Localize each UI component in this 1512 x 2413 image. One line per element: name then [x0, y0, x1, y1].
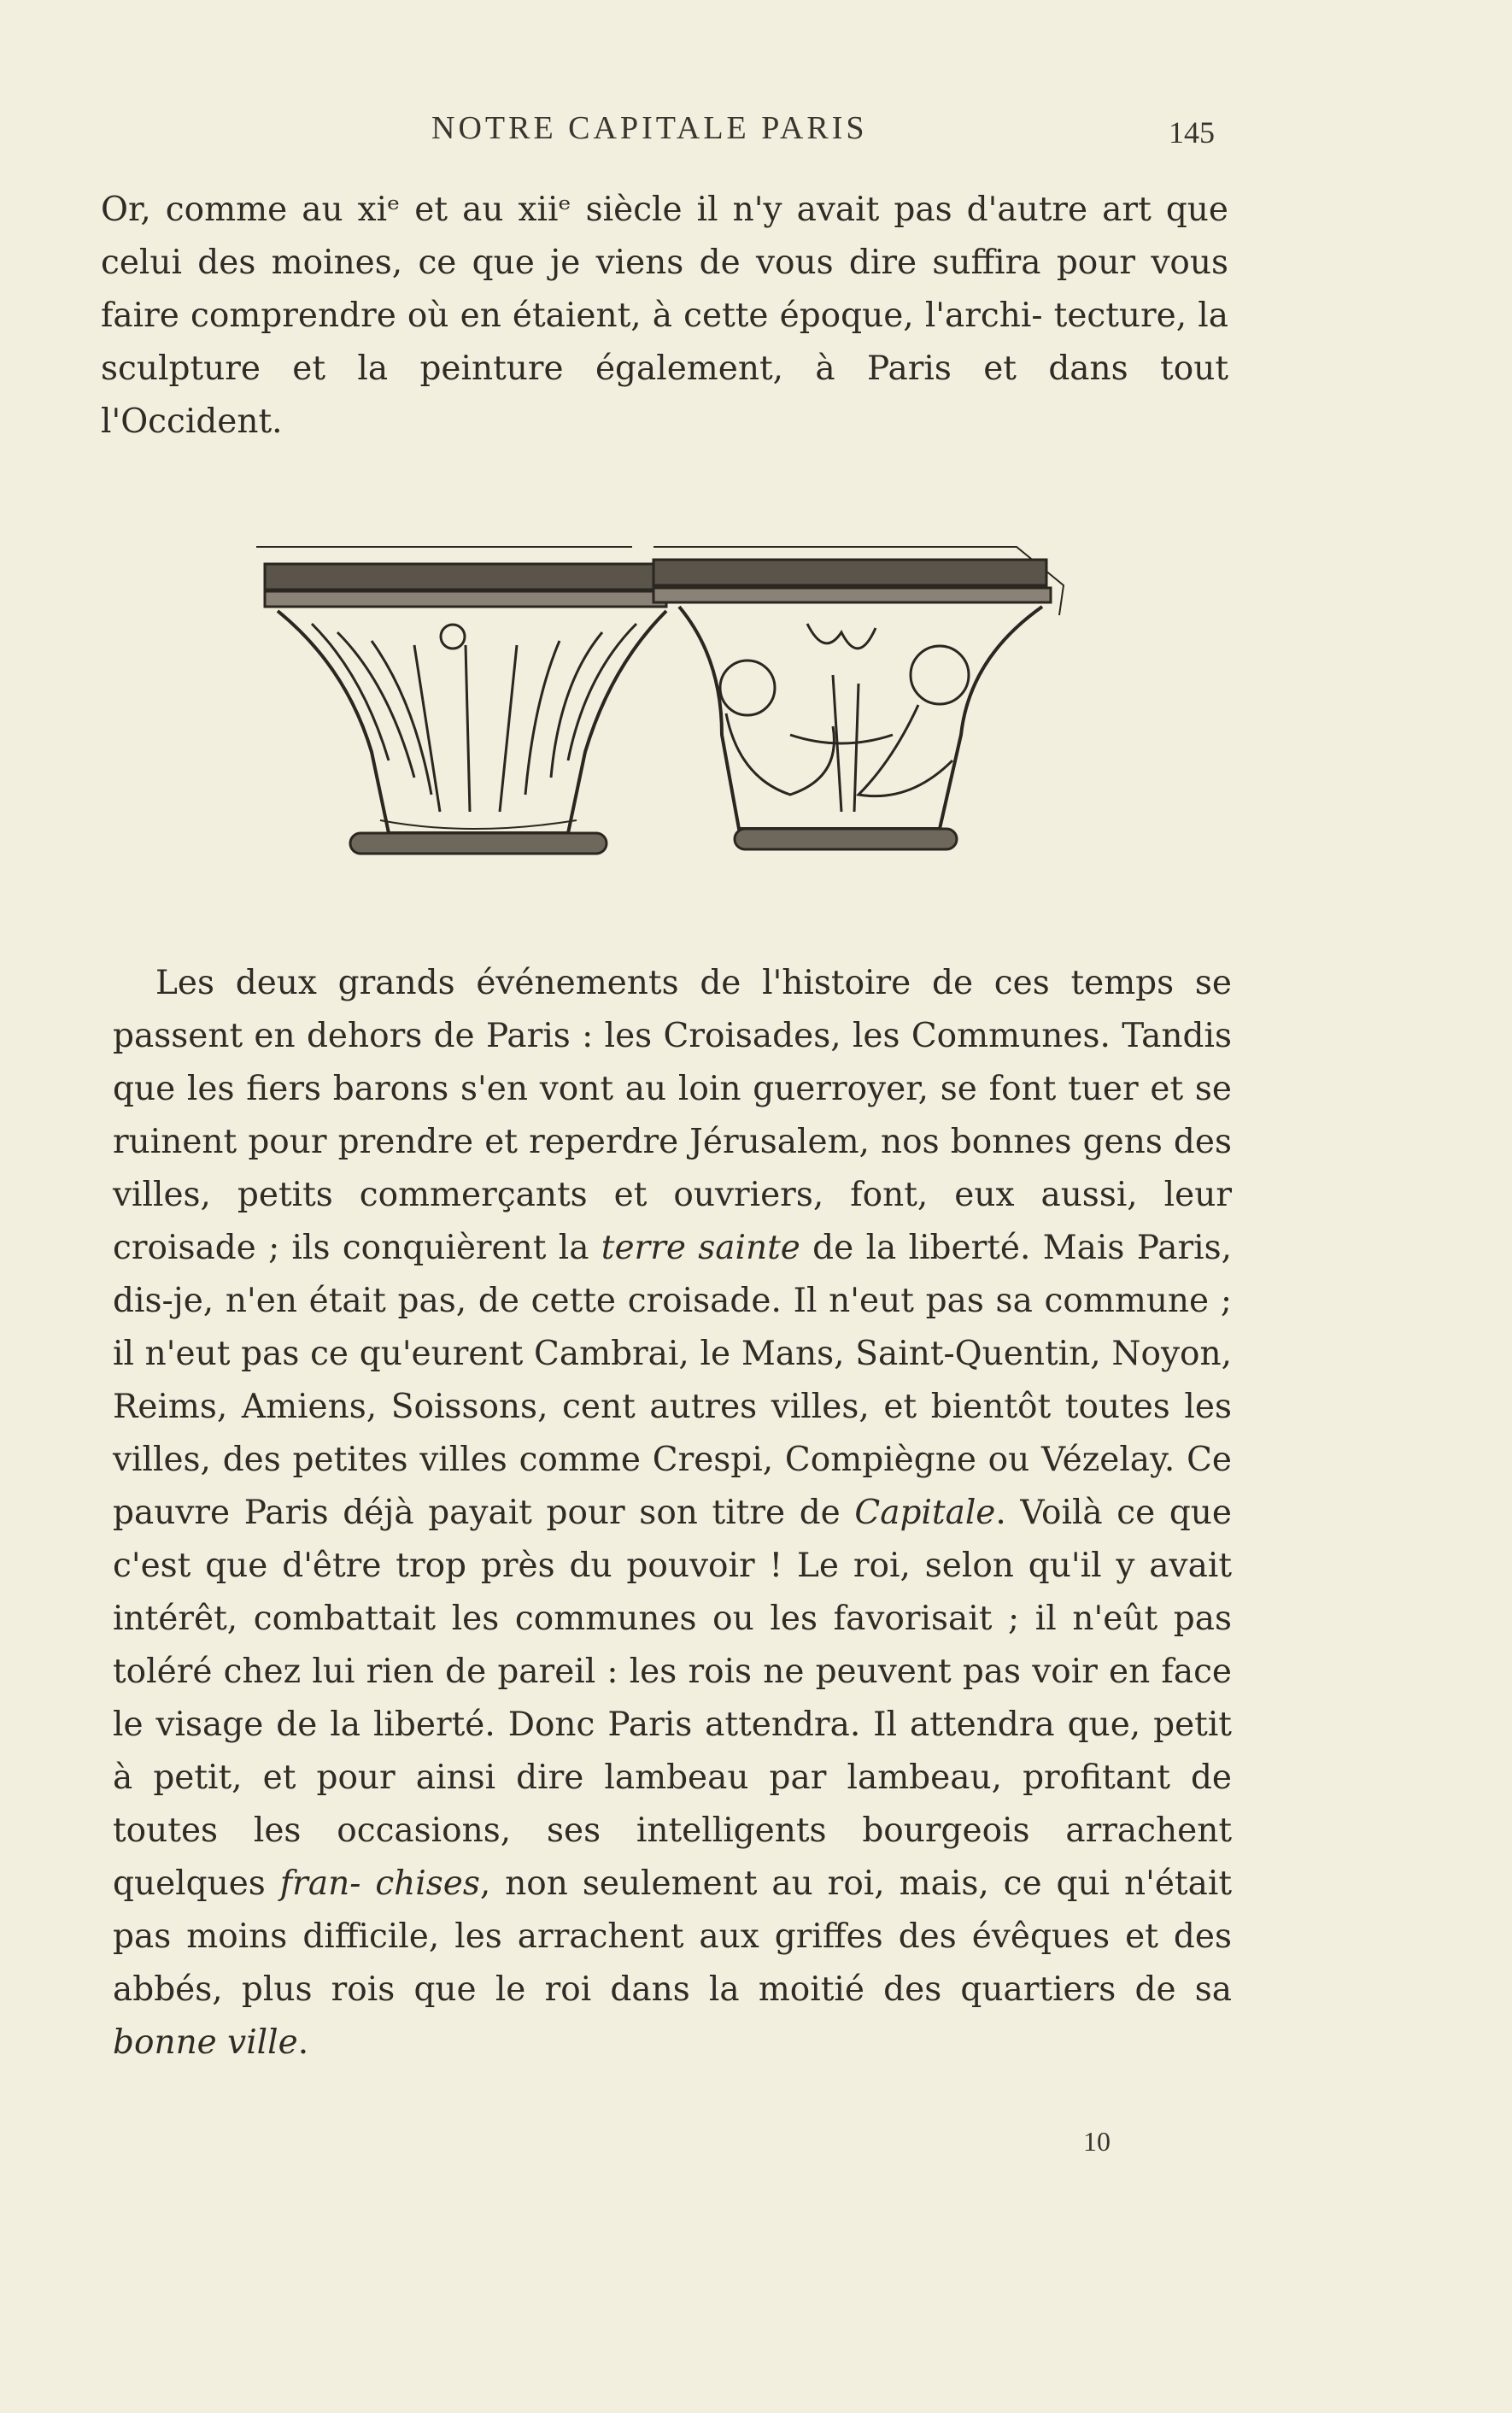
signature-mark: 10 [1083, 2126, 1111, 2157]
text-line: que celui des moines, ce que je viens de vous dire suffira pour [101, 191, 1228, 282]
text-line: la liberté. Mais Paris, dis-je, n'en était pas, de cette croisade. [113, 1229, 1232, 1320]
italic-phrase: chises [375, 1864, 480, 1903]
text-line: vous faire comprendre où en étaient, à cette époque, l'archi- [101, 244, 1228, 335]
text-line: pour son titre de [546, 1494, 855, 1532]
italic-phrase: ville [227, 2023, 298, 2062]
right-capital-engraving [653, 547, 1064, 849]
text-line: difficile, les arrachent aux griffes des évêques et des abbés, [113, 1917, 1232, 2009]
text-line: Tandis que les fiers barons s'en vont au loin guerroyer, se font [113, 1017, 1232, 1108]
text-line: Crespi, Compiègne ou Vézelay. Ce pauvre Paris déjà payait [113, 1441, 1232, 1532]
text-line: de la liberté. Donc Paris attendra. Il attendra que, petit à petit, [113, 1706, 1232, 1797]
text-line: passent en dehors de Paris : les Croisades, les Communes. [113, 1017, 1111, 1055]
paragraph-1 [101, 184, 1228, 449]
text-line: autres villes, et bientôt toutes les villes, des petites villes comme [113, 1388, 1232, 1479]
paragraph-2 [113, 957, 1232, 2070]
text-line: près du pouvoir ! Le roi, selon qu'il y avait intérêt, combattait [113, 1547, 1232, 1638]
capitals-illustration [243, 538, 1089, 872]
text-line: Il n'eut pas sa commune ; il n'eut pas ce qu'eurent Cambrai, le [113, 1282, 1232, 1373]
text-fragment: de [800, 1229, 854, 1267]
text-line: bonnes gens des villes, petits commerçants et ouvriers, font, [113, 1123, 1232, 1214]
running-title: NOTRE CAPITALE PARIS [431, 110, 868, 146]
left-capital-engraving [256, 547, 666, 854]
page-number: 145 [1169, 115, 1215, 150]
text-line: et pour ainsi dire lambeau par lambeau, profitant de toutes les [113, 1758, 1232, 1850]
text-line: les communes ou les favorisait ; il n'eût pas toléré chez lui [113, 1600, 1232, 1691]
text-line: Mans, Saint-Quentin, Noyon, Reims, Amiens, Soissons, cent [113, 1335, 1232, 1426]
text-fragment: . Voilà ce que c'est que d'être trop [113, 1494, 1232, 1585]
italic-phrase: fran- [279, 1864, 361, 1903]
text-line: eux aussi, leur croisade ; ils conquièrent la [113, 1176, 1232, 1267]
text-line: tout l'Occident. [101, 349, 1228, 441]
text-line: plus rois que le roi dans la moitié des quartiers de sa [241, 1970, 1232, 2009]
text-line: Or, comme au xiᵉ et au xiiᵉ siècle il n'y avait pas d'autre art [101, 191, 1152, 229]
italic-phrase: bonne [113, 2023, 217, 2062]
text-line: rien de pareil : les rois ne peuvent pas voir en face le visage [113, 1653, 1233, 1744]
text-line: occasions, ses intelligents bourgeois arrachent quelques [113, 1811, 1232, 1903]
text-fragment: , non seulement au roi, mais, ce qui n'était pas moins [113, 1864, 1232, 1956]
text-line: tuer et se ruinent pour prendre et reperdre Jérusalem, nos [113, 1070, 1232, 1161]
text-line: Les deux grands événements de l'histoire de ces temps se [155, 964, 1232, 1002]
italic-phrase: Capitale [854, 1494, 996, 1532]
italic-phrase: terre sainte [601, 1229, 800, 1267]
text-line: tecture, la sculpture et la peinture également, à Paris et dans [101, 296, 1228, 388]
text-fragment: . [297, 2023, 309, 2062]
page-header [0, 109, 1512, 152]
